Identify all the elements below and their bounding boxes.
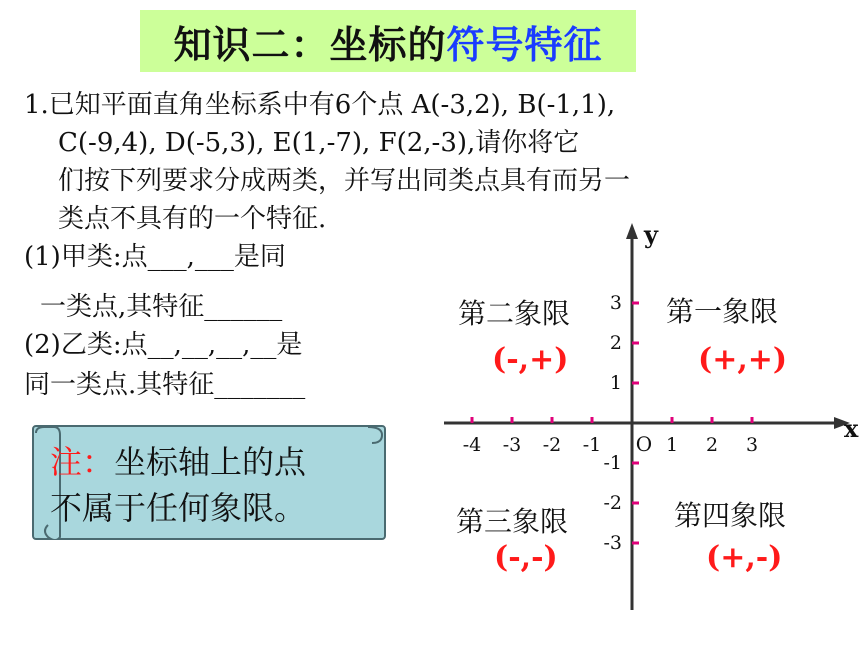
x-tick-label: 3 [745, 434, 759, 456]
y-axis-arrow-icon [626, 223, 638, 239]
x-tick-label: -2 [542, 434, 562, 456]
title-prefix: 知识二：坐标的 [173, 22, 447, 67]
x-tick-label: 2 [705, 434, 719, 456]
title-highlight: 符号特征 [446, 22, 603, 67]
part-1-line-2: 一类点,其特征______ [40, 292, 283, 322]
part-1-line-1: (1)甲类:点___,___是同 [24, 242, 286, 272]
y-tick-label: -2 [603, 492, 622, 514]
x-tick-label: -3 [502, 434, 522, 456]
x-tick-label: -1 [582, 434, 602, 456]
quadrant-4-sign: (+,-) [706, 540, 783, 575]
quadrant-2-sign: (-,+) [492, 342, 569, 377]
quadrant-4-label: 第四象限 [674, 499, 787, 532]
note-text [50, 439, 306, 531]
x-tick-label: 1 [665, 434, 679, 456]
y-tick-label: -1 [603, 452, 622, 474]
problem-line-4: 类点不具有的一个特征. [58, 204, 327, 234]
x-tick-label: -4 [462, 434, 482, 456]
y-tick-label: 1 [609, 372, 622, 394]
problem-line-1: 1.已知平面直角坐标系中有6个点 A(-3,2), B(-1,1), [24, 90, 616, 120]
quadrant-3-label: 第三象限 [456, 505, 569, 538]
y-tick-label: 2 [609, 332, 622, 354]
note-line-1: 坐标轴上的点 [114, 443, 307, 481]
note-label: 注： [50, 443, 115, 481]
y-tick-label: 3 [609, 292, 622, 314]
y-tick-label: -3 [603, 532, 622, 554]
slide-title [140, 10, 636, 72]
problem-line-2: C(-9,4), D(-5,3), E(1,-7), F(2,-3),请你将它 [58, 128, 580, 158]
quadrant-3-sign: (-,-) [494, 540, 558, 575]
x-axis-label: x [844, 414, 859, 443]
part-2-line-1: (2)乙类:点__,__,__,__是 [24, 330, 303, 360]
part-2-line-2: 同一类点.其特征_______ [24, 370, 306, 400]
problem-line-3: 们按下列要求分成两类，并写出同类点具有而另一 [58, 166, 631, 196]
quadrant-2-label: 第二象限 [458, 297, 571, 330]
note-line-2: 不属于任何象限。 [50, 489, 307, 527]
quadrant-1-label: 第一象限 [666, 295, 779, 328]
origin-label: O [635, 432, 653, 456]
note-scroll [32, 425, 386, 540]
quadrant-1-sign: (+,+) [698, 342, 788, 377]
y-axis-label: y [644, 220, 658, 249]
